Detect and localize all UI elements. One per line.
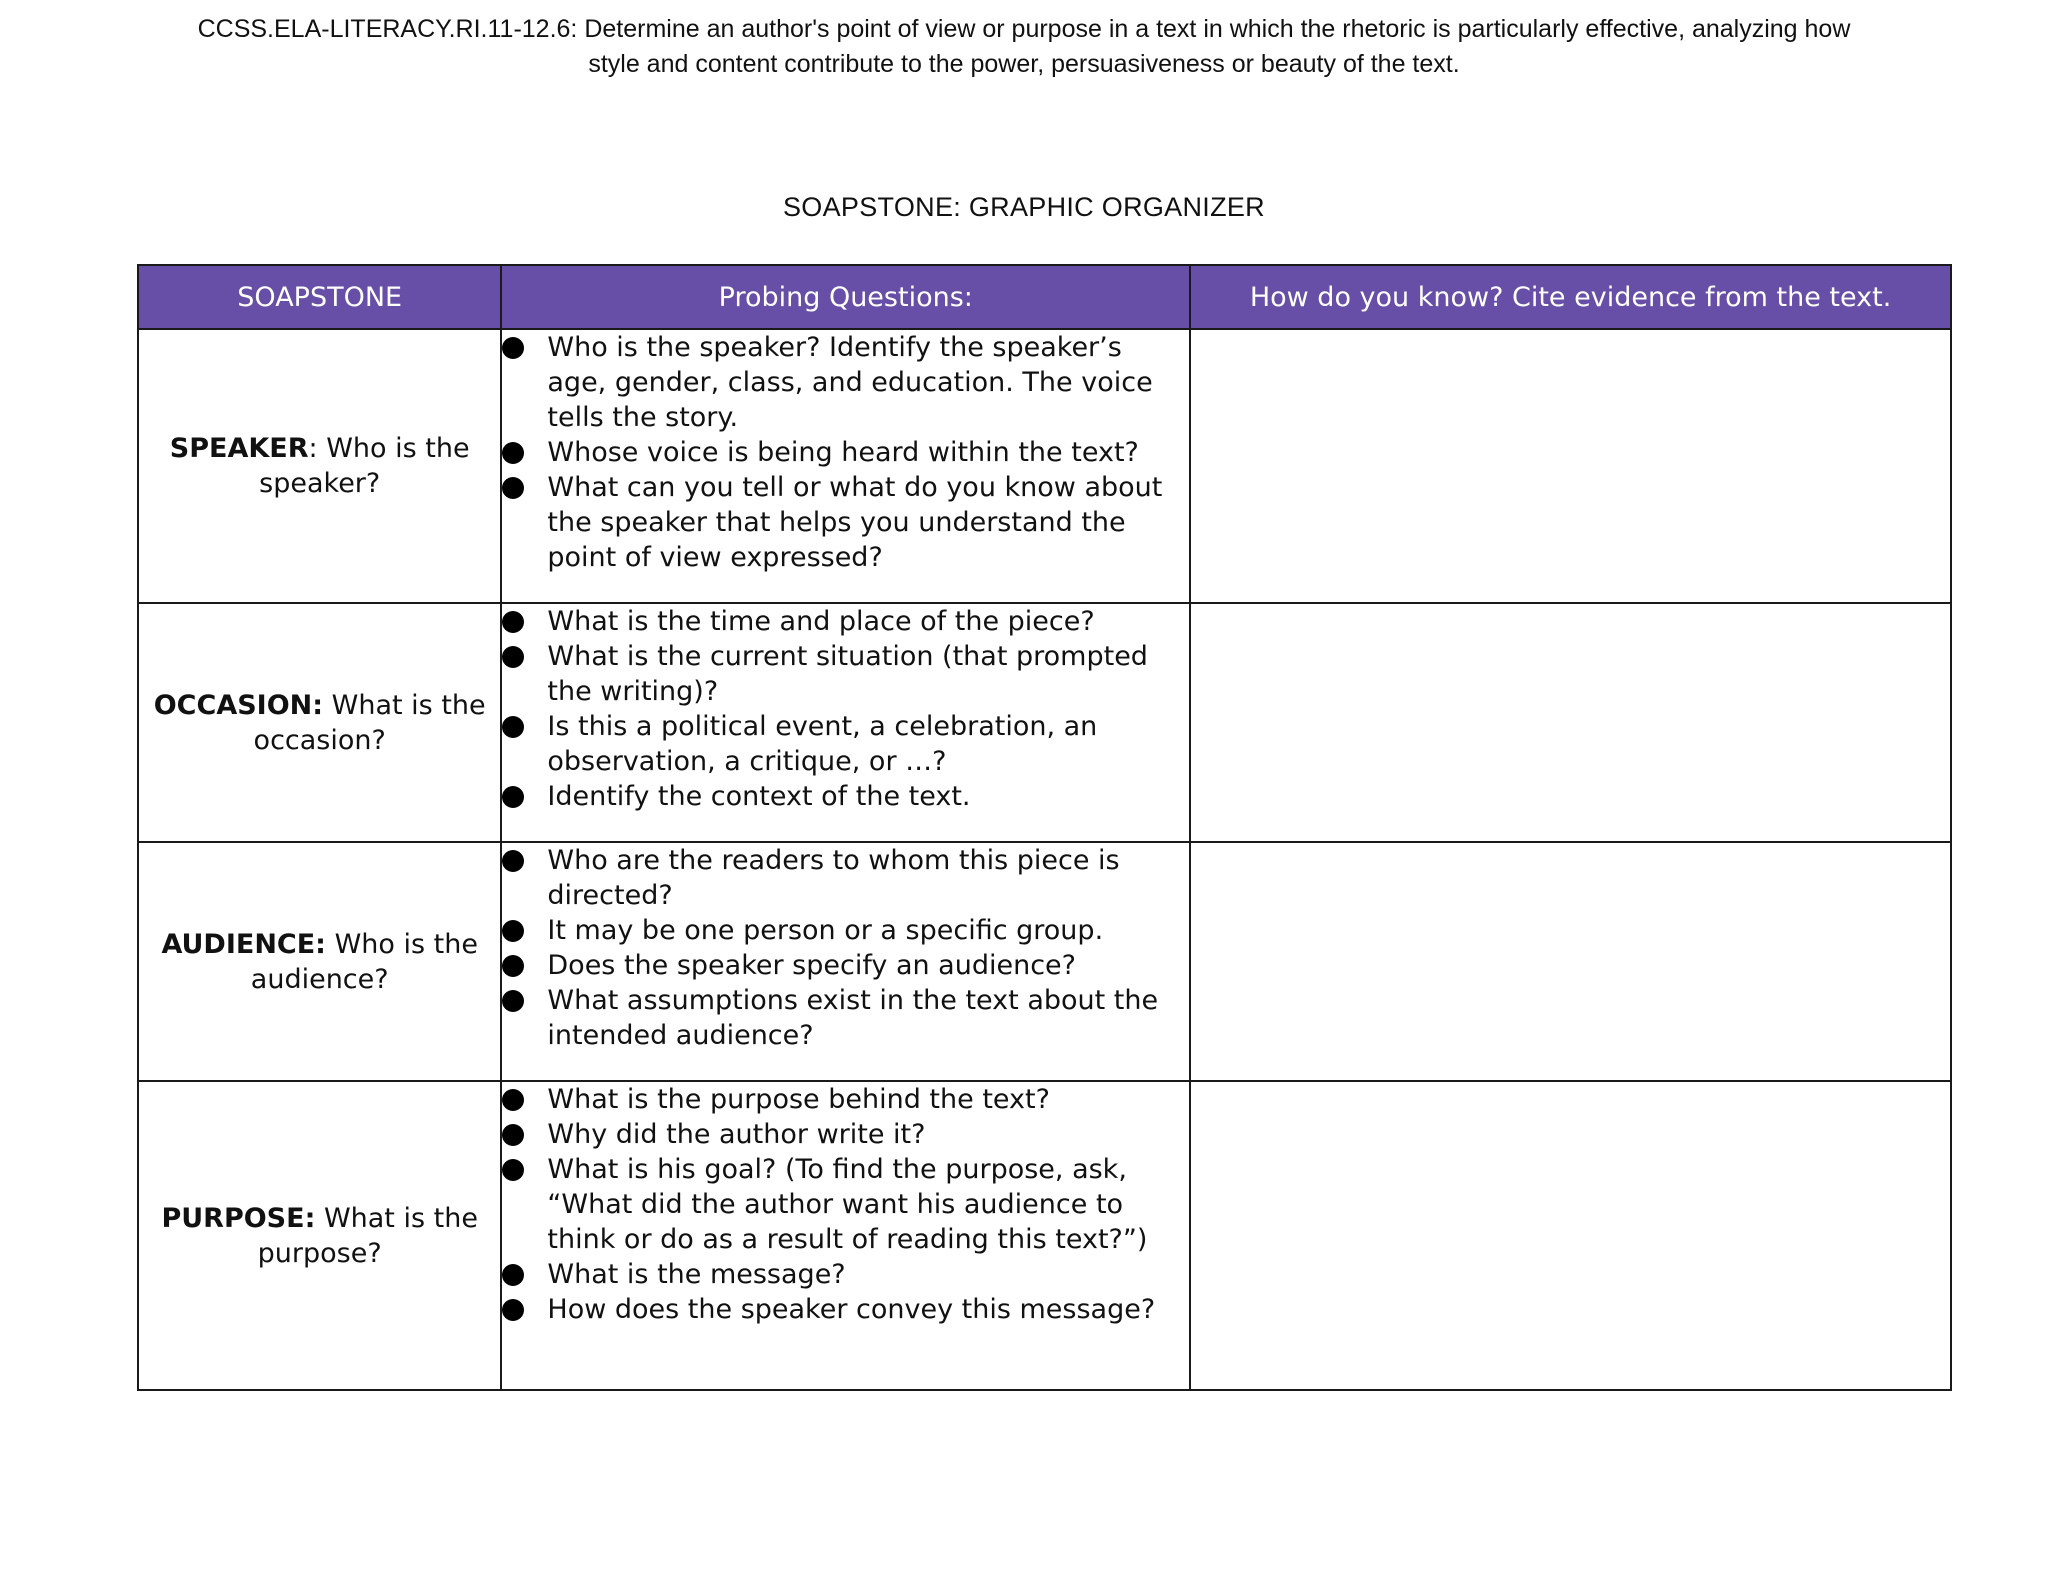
question-text: What assumptions exist in the text about the intended audience? [547,985,1159,1051]
bullet-icon [502,1124,524,1146]
bullet-icon [502,1264,524,1286]
question-item [502,604,1189,639]
bullet-icon [502,442,524,464]
questions-cell-occasion [501,603,1190,842]
term-description: Who is the audience? [250,928,478,995]
term-description: : Who is the speaker? [259,433,470,499]
question-item [502,948,1189,983]
term-label: AUDIENCE: [161,928,326,960]
question-item [502,1292,1189,1327]
question-text: Who are the readers to whom this piece is directed? [547,845,1120,911]
table-row-occasion [138,603,1951,842]
evidence-cell-audience[interactable] [1190,842,1951,1081]
header-probing-questions: Probing Questions: [501,265,1190,329]
question-text: What can you tell or what do you know about the speaker that helps you understand the point of view expressed? [547,472,1163,573]
question-list [502,330,1189,575]
question-text: Identify the context of the text. [547,781,971,812]
question-text: What is the time and place of the piece? [547,606,1095,637]
question-item [502,1082,1189,1117]
bullet-icon [502,337,524,359]
question-item [502,779,1189,814]
bullet-icon [502,786,524,808]
question-list [502,1082,1189,1327]
table-row-speaker [138,329,1951,603]
question-item [502,913,1189,948]
term-label: PURPOSE: [161,1202,316,1234]
question-text: Why did the author write it? [547,1119,926,1150]
term-cell-purpose [138,1081,501,1390]
bullet-icon [502,477,524,499]
question-text: What is the current situation (that prompted the writing)? [547,641,1148,707]
bullet-icon [502,850,524,872]
bullet-icon [502,646,524,668]
header-soapstone: SOAPSTONE [138,265,501,329]
term-cell-speaker [138,329,501,603]
question-text: It may be one person or a specific group. [547,915,1104,946]
question-item [502,435,1189,470]
question-text: What is the purpose behind the text? [547,1084,1050,1115]
table-header-row [138,265,1951,329]
question-text: How does the speaker convey this message? [547,1294,1156,1325]
bullet-icon [502,990,524,1012]
question-item [502,1117,1189,1152]
question-item [502,1152,1189,1257]
questions-cell-audience [501,842,1190,1081]
bullet-icon [502,1299,524,1321]
evidence-cell-purpose[interactable] [1190,1081,1951,1390]
term-label: OCCASION: [153,689,324,721]
bullet-icon [502,1089,524,1111]
page-title: SOAPSTONE: GRAPHIC ORGANIZER [783,192,1265,222]
question-item [502,983,1189,1053]
standard-line-2: style and content contribute to the power, persuasiveness or beauty of the text. [588,50,1460,78]
question-text: What is the message? [547,1259,846,1290]
question-item [502,843,1189,913]
table-row-purpose [138,1081,1951,1390]
evidence-cell-occasion[interactable] [1190,603,1951,842]
term-cell-occasion [138,603,501,842]
question-list [502,843,1189,1053]
questions-cell-speaker [501,329,1190,603]
question-text: Who is the speaker? Identify the speaker’s age, gender, class, and education. The voice tells the story. [547,332,1153,433]
standard-description [150,12,1898,82]
term-cell-audience [138,842,501,1081]
header-evidence: How do you know? Cite evidence from the text. [1190,265,1951,329]
bullet-icon [502,716,524,738]
question-item [502,470,1189,575]
question-item [502,639,1189,709]
term-description: What is the occasion? [253,689,486,756]
bullet-icon [502,955,524,977]
term-label: SPEAKER [169,433,309,464]
term-description: What is the purpose? [257,1202,478,1269]
bullet-icon [502,611,524,633]
question-item [502,330,1189,435]
soapstone-table [137,264,1952,1391]
question-text: Whose voice is being heard within the text? [547,437,1139,468]
evidence-cell-speaker[interactable] [1190,329,1951,603]
bullet-icon [502,1159,524,1181]
questions-cell-purpose [501,1081,1190,1390]
question-list [502,604,1189,814]
question-item [502,709,1189,779]
bullet-icon [502,920,524,942]
question-text: What is his goal? (To find the purpose, ask, “What did the author want his audience to think or do as a result of reading this text?”) [547,1154,1148,1255]
table-row-audience [138,842,1951,1081]
question-item [502,1257,1189,1292]
question-text: Does the speaker specify an audience? [547,950,1076,981]
question-text: Is this a political event, a celebration, an observation, a critique, or …? [547,711,1098,777]
standard-line-1: CCSS.ELA-LITERACY.RI.11-12.6: Determine an author's point of view or purpose in a text in which the rhetoric is particularly effective, analyzing how [197,15,1851,43]
